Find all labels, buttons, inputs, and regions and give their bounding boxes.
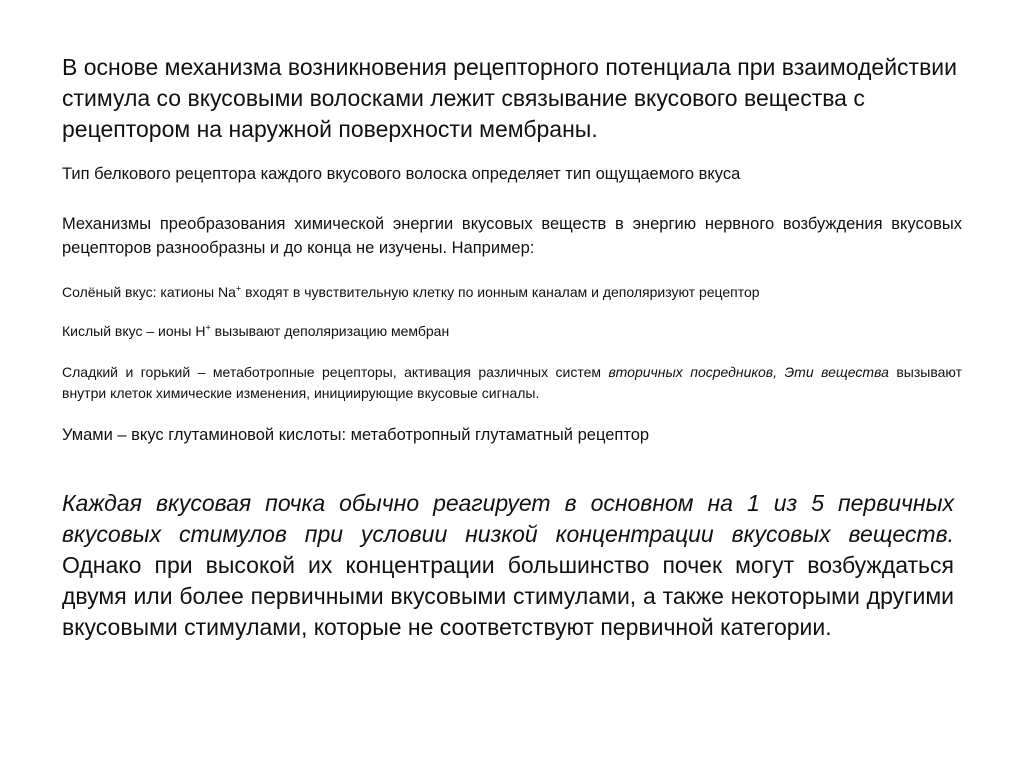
- conclusion-italic: Каждая вкусовая почка обычно реагирует в основном на 1 из 5 первичных вкусовых стимулов при условии низкой концентрации вкусовых веществ.: [62, 490, 954, 547]
- salty-text-end: входят в чувствительную клетку по ионным каналам и деполяризуют рецептор: [241, 284, 760, 300]
- mechanisms-paragraph: Механизмы преобразования химической энергии вкусовых веществ в энергию нервного возбуждения вкусовых рецепторов разнообразны и до конца не изучены. Например:: [62, 215, 962, 257]
- sour-text-start: Кислый вкус – ионы Н: [62, 323, 206, 339]
- sour-text-end: вызывают деполяризацию мембран: [210, 323, 450, 339]
- sweet-bitter-text-start: Сладкий и горький – метаботропные рецепторы, активация различных систем: [62, 364, 609, 380]
- hydrogen-charge: +: [205, 322, 211, 333]
- sour-taste-paragraph: [62, 322, 962, 341]
- conclusion-paragraph: [62, 488, 954, 643]
- sweet-bitter-paragraph: [62, 362, 962, 404]
- receptor-type-paragraph: Тип белкового рецептора каждого вкусового волоска определяет тип ощущаемого вкуса: [62, 165, 741, 183]
- intro-paragraph: В основе механизма возникновения рецепторного потенциала при взаимодействии стимула со вкусовыми волосками лежит связывание вкусового вещества с рецептором на наружной поверхности мембраны.: [62, 54, 957, 142]
- salty-taste-paragraph: [62, 283, 962, 302]
- sweet-bitter-text-end: вызывают внутри клеток химические изменения, инициирующие вкусовые сигналы.: [62, 364, 963, 401]
- second-messengers-italic: вторичных посредников, Эти вещества: [608, 364, 889, 380]
- salty-text-start: Солёный вкус: катионы Na: [62, 284, 236, 300]
- umami-paragraph: Умами – вкус глутаминовой кислоты: метаботропный глутаматный рецептор: [62, 426, 650, 444]
- sodium-charge: +: [235, 283, 242, 294]
- conclusion-text: Однако при высокой их концентрации большинство почек могут возбуждаться двумя или более первичными вкусовыми стимулами, а также некоторыми другими вкусовыми стимулами, которые не соответствуют первичной категории.: [62, 552, 954, 640]
